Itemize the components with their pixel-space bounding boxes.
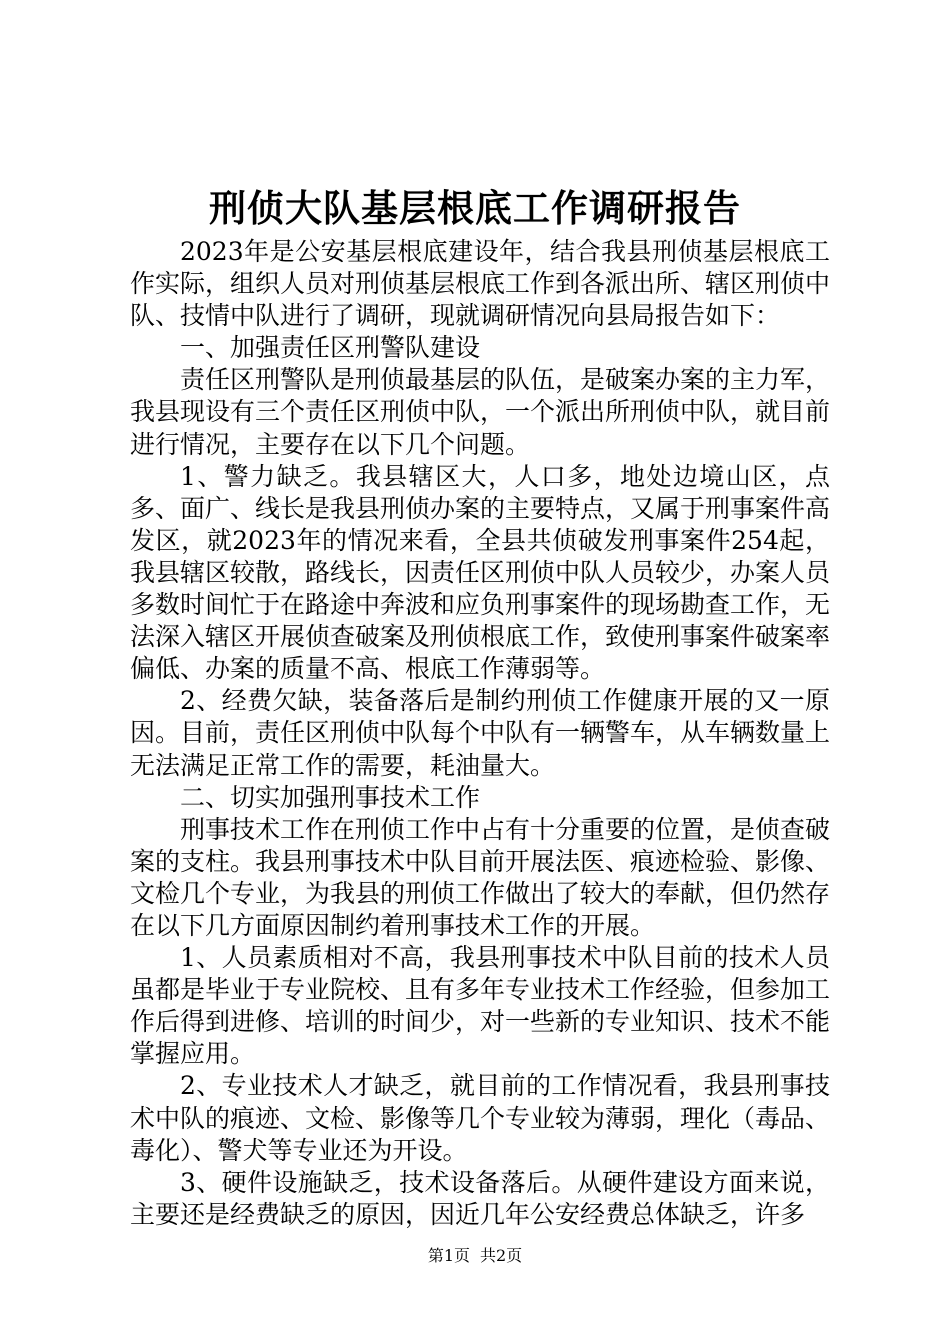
body-paragraph: 责任区刑警队是刑侦最基层的队伍，是破案办案的主力军，我县现设有三个责任区刑侦中队，一个派出所刑侦中队，就目前进行情况，主要存在以下几个问题。 xyxy=(130,365,831,459)
body-paragraph: 3、硬件设施缺乏，技术设备落后。从硬件建设方面来说，主要还是经费缺乏的原因，因近几年公安经费总体缺乏，许多 xyxy=(130,1167,830,1229)
body-paragraph: 刑事技术工作在刑侦工作中占有十分重要的位置，是侦查破案的支柱。我县刑事技术中队目前开展法医、痕迹检验、影像、文检几个专业，为我县的刑侦工作做出了较大的奉献，但仍然存在以下几方面原因制约着刑事技术工作的开展。 xyxy=(130,814,831,940)
body-paragraph: 2、经费欠缺，装备落后是制约刑侦工作健康开展的又一原因。目前，责任区刑侦中队每个中队有一辆警车，从车辆数量上无法满足正常工作的需要，耗油量大。 xyxy=(130,686,831,780)
section-heading-1: 一、加强责任区刑警队建设 xyxy=(180,333,481,363)
document-body xyxy=(130,236,830,1231)
body-paragraph: 2、专业技术人才缺乏，就目前的工作情况看，我县刑事技术中队的痕迹、文检、影像等几个专业较为薄弱，理化（毒品、毒化）、警犬等专业还为开设。 xyxy=(130,1071,831,1165)
body-paragraph: 1、警力缺乏。我县辖区大，人口多，地处边境山区，点多、面广、线长是我县刑侦办案的主要特点，又属于刑事案件高发区，就2023年的情况来看，全县共侦破发刑事案件254起，我县辖区较散，路线长，因责任区刑侦中队人员较少，办案人员多数时间忙于在路途中奔波和应负刑事案件的现场勘查工作，无法深入辖区开展侦查破案及刑侦根底工作，致使刑事案件破案率偏低、办案的质量不高、根底工作薄弱等。 xyxy=(130,461,831,684)
section-heading-2: 二、切实加强刑事技术工作 xyxy=(180,782,481,812)
intro-paragraph: 2023年是公安基层根底建设年，结合我县刑侦基层根底工作实际，组织人员对刑侦基层根底工作到各派出所、辖区刑侦中队、技情中队进行了调研，现就调研情况向县局报告如下： xyxy=(130,237,831,331)
page-number-current: 第1页 xyxy=(427,1246,470,1265)
page-number-total: 共2页 xyxy=(480,1246,523,1265)
body-paragraph: 1、人员素质相对不高，我县刑事技术中队目前的技术人员虽都是毕业于专业院校、且有多年专业技术工作经验，但参加工作后得到进修、培训的时间少，对一些新的专业知识、技术不能掌握应用。 xyxy=(130,943,831,1069)
document-title: 刑侦大队基层根底工作调研报告 xyxy=(209,186,741,230)
page-footer xyxy=(0,1244,950,1268)
